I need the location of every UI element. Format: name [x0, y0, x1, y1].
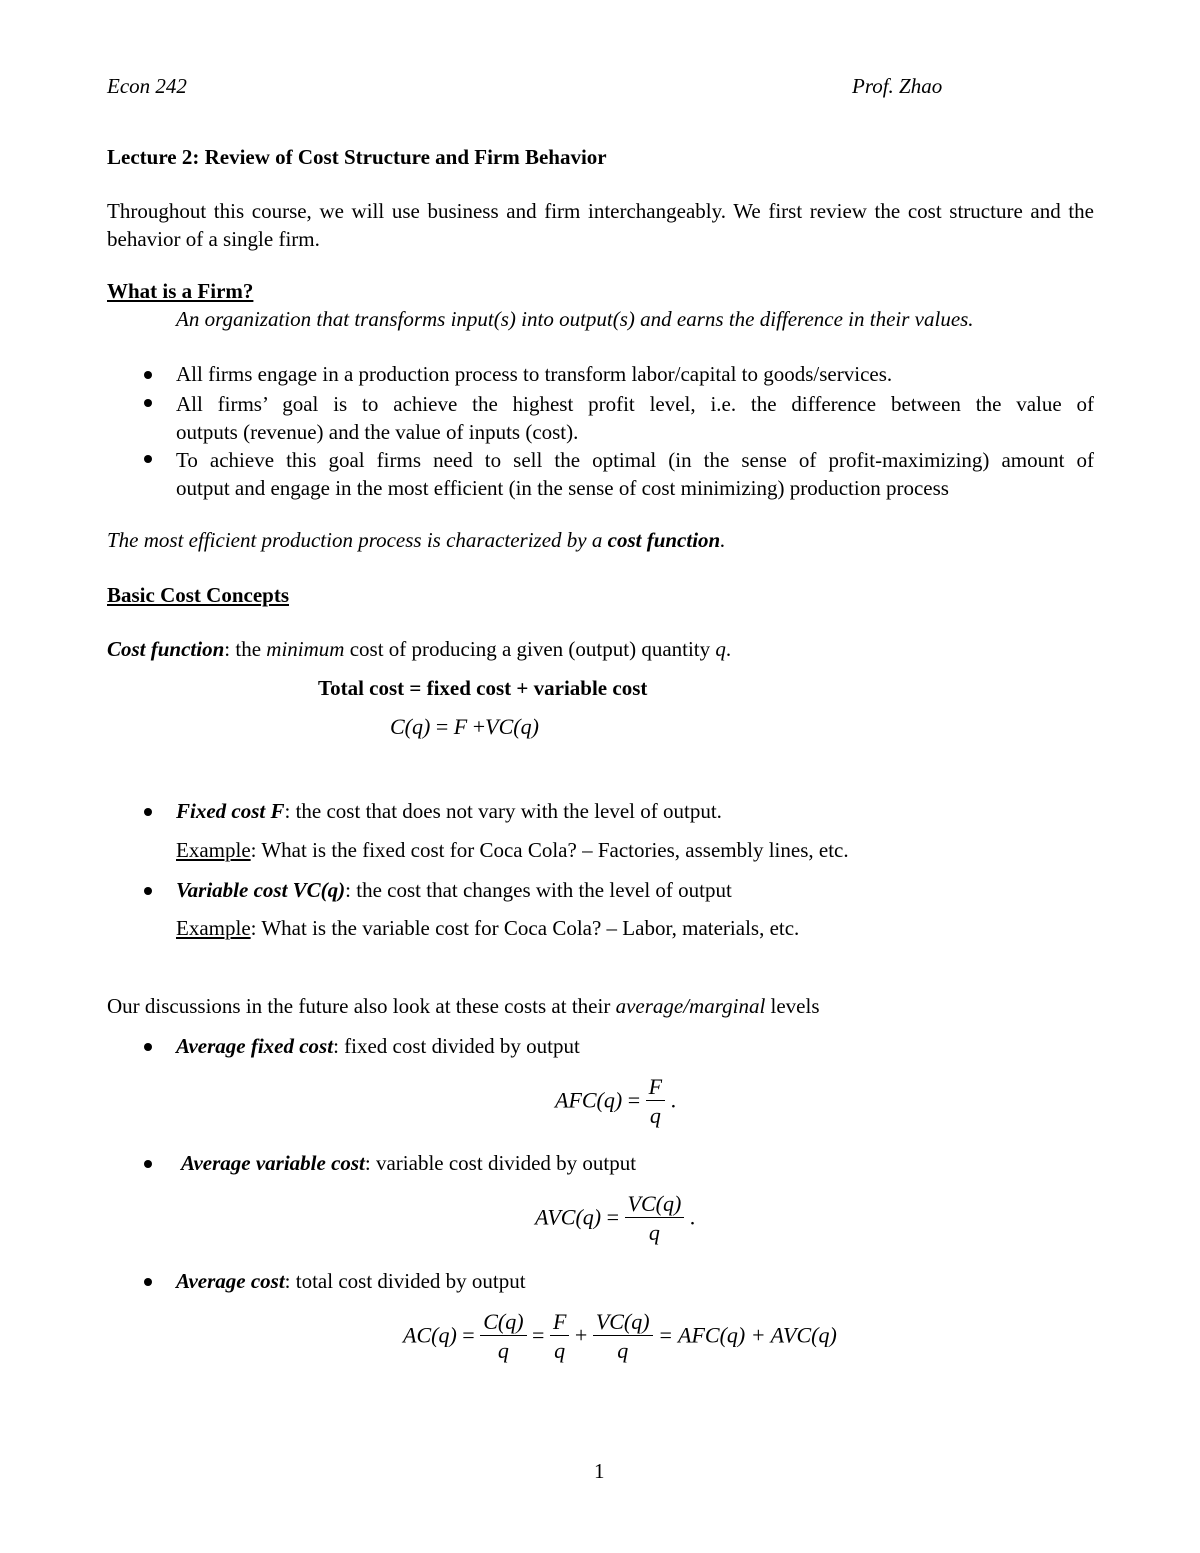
fixed-cost-example	[176, 838, 849, 863]
definition: : variable cost divided by output	[364, 1151, 637, 1175]
fraction	[646, 1074, 665, 1131]
equals-sign: =	[526, 1322, 550, 1348]
afc-formula	[555, 1074, 676, 1131]
formula-lhs: AVC(q)	[535, 1204, 602, 1230]
list-item-line: To achieve this goal firms need to sell the optimal (in the sense of profit-maximizing) amount of	[176, 448, 1094, 472]
summary-end: .	[720, 528, 726, 552]
equals-sign: =	[622, 1087, 646, 1113]
course-label: Econ 242	[107, 74, 187, 98]
summary-text: The most efficient production process is characterized by a	[107, 528, 608, 552]
definition: : the cost that does not vary with the level of output.	[284, 799, 722, 823]
definition: : the cost that changes with the level of output	[345, 878, 732, 902]
definition: : total cost divided by output	[284, 1269, 526, 1293]
term: Cost function	[107, 637, 225, 661]
section-heading-basic: Basic Cost Concepts	[107, 583, 289, 607]
avc-item	[181, 1151, 636, 1176]
denominator: q	[649, 1103, 661, 1128]
example-label: Example	[176, 838, 251, 862]
list-item	[176, 390, 1094, 446]
summary-emphasis: cost function	[607, 528, 721, 552]
emphasis: minimum	[266, 637, 345, 661]
bullet-icon	[144, 371, 152, 379]
text: Our discussions in the future also look at these costs at their	[107, 994, 616, 1018]
page-number: 1	[594, 1459, 605, 1483]
avc-formula	[535, 1191, 695, 1248]
list-item-line: output and engage in the most efficient (in the sense of cost minimizing) production process	[176, 476, 949, 500]
bullet-icon	[144, 1043, 152, 1051]
example-text: : What is the variable cost for Coca Cola? – Labor, materials, etc.	[250, 916, 800, 940]
cost-formula	[390, 714, 539, 740]
intro-paragraph: Throughout this course, we will use business and firm interchangeably. We first review the cost structure and the behavior of a single firm.	[107, 199, 1094, 251]
definition: : fixed cost divided by output	[333, 1034, 580, 1058]
averages-intro	[107, 994, 820, 1019]
term: Fixed cost F	[176, 799, 285, 823]
numerator: F	[646, 1074, 665, 1101]
formula-vc: VC(q)	[485, 714, 539, 739]
fraction	[480, 1309, 526, 1366]
bullet-icon	[144, 399, 152, 407]
variable-q: q	[715, 637, 726, 661]
plus-sign: +	[569, 1322, 593, 1348]
section-heading-firm: What is a Firm?	[107, 279, 254, 303]
text: cost of producing a given (output) quantity	[344, 637, 716, 661]
period: .	[665, 1087, 677, 1113]
total-cost-equation: Total cost = fixed cost + variable cost	[318, 676, 648, 700]
bullet-icon	[144, 1160, 152, 1168]
bullet-icon	[144, 455, 152, 463]
bullet-icon	[144, 1278, 152, 1286]
list-item-line: All firms’ goal is to achieve the highest profit level, i.e. the difference between the value of	[176, 392, 1094, 416]
equals-sign: =	[601, 1204, 625, 1230]
ac-item	[176, 1269, 526, 1294]
denominator: q	[648, 1220, 660, 1245]
numerator: F	[550, 1309, 569, 1336]
denominator: q	[617, 1338, 629, 1363]
afc-item	[176, 1034, 580, 1059]
formula-lhs: AC(q)	[403, 1322, 457, 1348]
page-title: Lecture 2: Review of Cost Structure and Firm Behavior	[107, 145, 607, 169]
example-label: Example	[176, 916, 251, 940]
equals-sign: =	[456, 1322, 481, 1348]
text: levels	[765, 994, 820, 1018]
instructor-label: Prof. Zhao	[852, 74, 943, 98]
emphasis: average/marginal	[615, 994, 766, 1018]
formula-f: F	[453, 714, 468, 739]
text: : the	[224, 637, 267, 661]
numerator: VC(q)	[625, 1191, 685, 1218]
denominator: q	[554, 1338, 566, 1363]
list-item	[176, 446, 1094, 502]
fraction	[550, 1309, 569, 1366]
numerator: VC(q)	[593, 1309, 653, 1336]
fraction	[625, 1191, 685, 1248]
list-item-line: outputs (revenue) and the value of inputs (cost).	[176, 420, 579, 444]
denominator: q	[497, 1338, 509, 1363]
formula-lhs: C(q)	[390, 714, 431, 739]
plus-sign: +	[467, 714, 486, 739]
term: Average cost	[176, 1269, 285, 1293]
numerator: C(q)	[480, 1309, 526, 1336]
example-text: : What is the fixed cost for Coca Cola? – Factories, assembly lines, etc.	[250, 838, 849, 862]
equals-sign: =	[430, 714, 454, 739]
cost-function-definition	[107, 637, 731, 662]
fraction	[593, 1309, 653, 1366]
fixed-cost-item	[176, 799, 722, 824]
term: Average variable cost	[181, 1151, 365, 1175]
cost-function-summary	[107, 528, 725, 553]
variable-cost-example	[176, 916, 799, 941]
ac-formula	[403, 1309, 837, 1366]
formula-lhs: AFC(q)	[555, 1087, 623, 1113]
term: Average fixed cost	[176, 1034, 334, 1058]
list-item: All firms engage in a production process to transform labor/capital to goods/services.	[176, 362, 893, 386]
bullet-icon	[144, 808, 152, 816]
firm-definition: An organization that transforms input(s) into output(s) and earns the difference in their values.	[176, 307, 974, 331]
period: .	[684, 1204, 696, 1230]
bullet-icon	[144, 887, 152, 895]
text: .	[725, 637, 732, 661]
variable-cost-item	[176, 878, 732, 903]
term: Variable cost VC(q)	[176, 878, 346, 902]
formula-rhs: = AFC(q) + AVC(q)	[652, 1322, 837, 1348]
